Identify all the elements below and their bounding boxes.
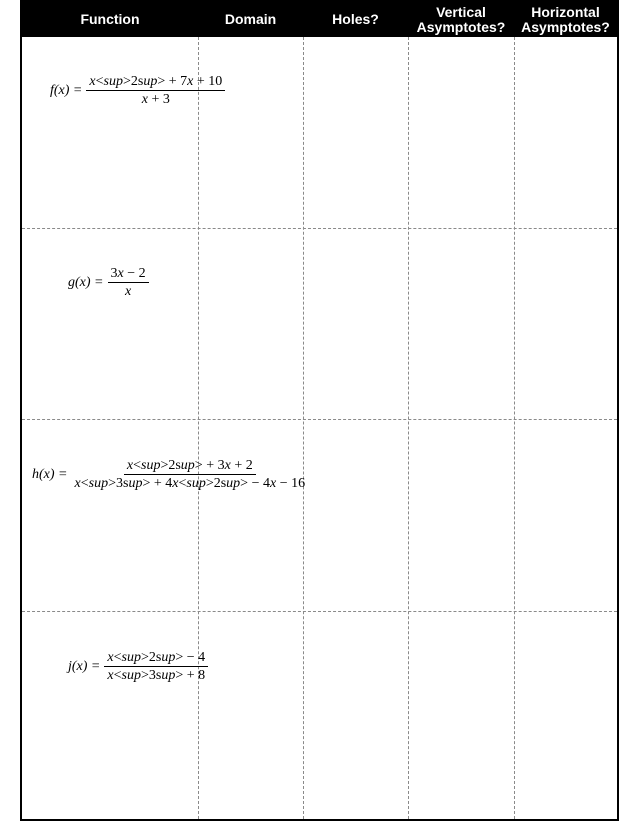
denominator: x: [124, 284, 132, 299]
numerator: 3x − 2: [108, 265, 149, 283]
table-header: [22, 2, 617, 37]
row-divider: [22, 611, 617, 612]
header-function: Function: [80, 11, 140, 27]
header-vertical-asymptotes: Vertical Asymptotes?: [416, 3, 506, 35]
numerator: x<sup>2sup> − 4: [104, 649, 208, 667]
worksheet-table: [20, 0, 619, 821]
denominator: x<sup>3sup> + 8: [107, 668, 206, 683]
column-divider: [408, 37, 409, 819]
column-divider: [514, 37, 515, 819]
header-domain: Domain: [224, 11, 277, 27]
column-divider: [303, 37, 304, 819]
fraction: [72, 457, 309, 492]
function-j: j(x) = $\frac{\text{x<sup>2sup> − 4}}{\text{x<sup>3sup> + 8}}$: [68, 649, 208, 684]
column-divider: [198, 37, 199, 819]
header-horizontal-asymptotes: Horizontal Asymptotes?: [521, 3, 610, 35]
fraction: [108, 265, 149, 300]
denominator: x + 3: [141, 92, 170, 107]
function-g: g(x) = $\frac{3x - 2}{x}$: [68, 265, 149, 300]
header-holes: Holes?: [332, 11, 379, 27]
row-divider: [22, 228, 617, 229]
numerator: x<sup>2sup> + 3x + 2: [124, 457, 256, 475]
denominator: x<sup>3sup> + 4x<sup>2sup> − 4x − 16: [74, 476, 306, 491]
fraction: [86, 73, 225, 108]
function-h: h(x) = $\frac{\text{x<sup>2sup> + 3x + 2}}{\text{x<sup>3sup> + 4x<sup>2sup> − 4x − 16}}$: [32, 457, 308, 492]
fraction: [104, 649, 208, 684]
numerator: x<sup>2sup> + 7x + 10: [86, 73, 225, 91]
function-f: f(x) = $\frac{\text{x<sup>2sup> + 7x + 10}}{x + 3}$: [50, 73, 225, 108]
row-divider: [22, 419, 617, 420]
